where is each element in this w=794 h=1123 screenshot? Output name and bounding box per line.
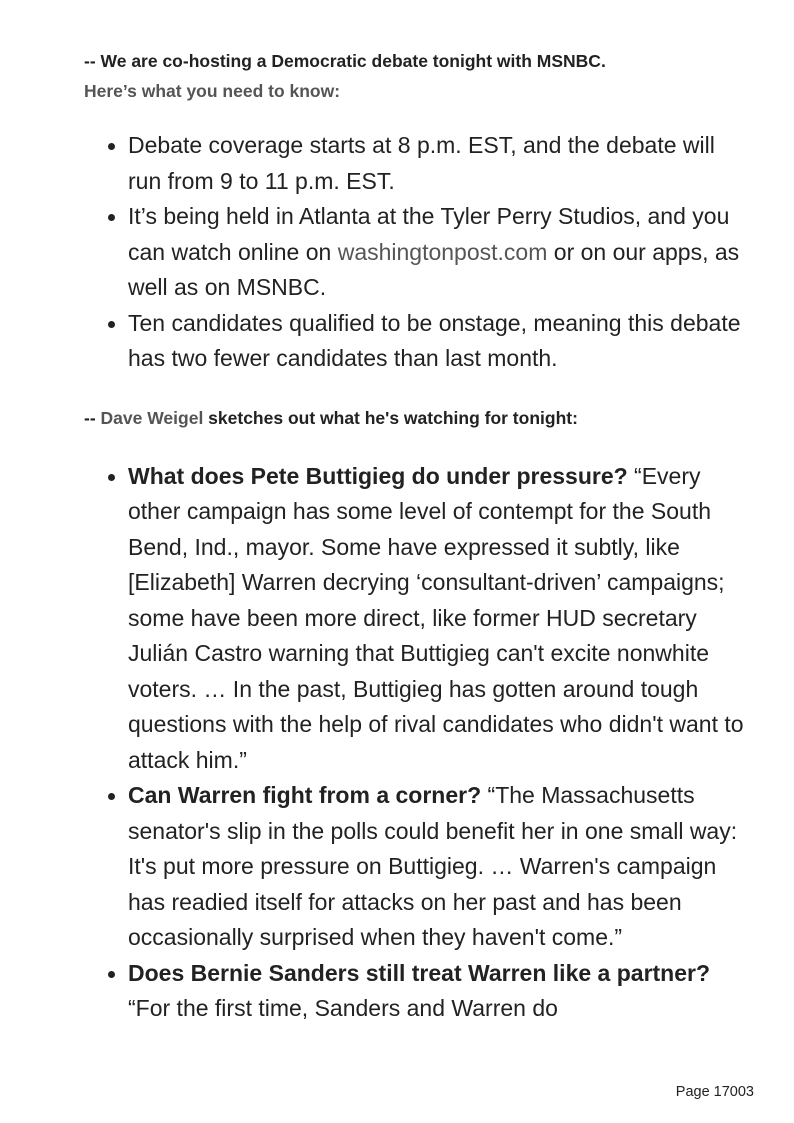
intro-line: -- We are co-hosting a Democratic debate tonight with MSNBC.	[84, 51, 606, 71]
dave-weigel-link[interactable]: Dave Weigel	[100, 407, 204, 428]
intro-subline: Here’s what you need to know:	[84, 81, 341, 101]
weigel-intro	[84, 403, 744, 433]
weigel-prefix: --	[84, 407, 101, 428]
need-to-know-list	[84, 128, 744, 377]
questions-list	[84, 459, 744, 1027]
list-item	[128, 778, 744, 956]
list-item-text: It’s being held in Atlanta at the Tyler Perry Studios, and you can watch online on	[128, 203, 730, 265]
question-text: “For the first time, Sanders and Warren do	[128, 995, 558, 1021]
list-item	[128, 956, 744, 1027]
list-item-text: Debate coverage starts at 8 p.m. EST, and the debate will run from 9 to 11 p.m. EST.	[128, 132, 715, 194]
washingtonpost-link[interactable]: washingtonpost.com	[337, 238, 548, 265]
document-page	[84, 46, 744, 1027]
question-text: “Every other campaign has some level of contempt for the South Bend, Ind., mayor. Some have expressed it subtly, like [Elizabeth] Warren decrying ‘consultant-driven’ campaigns; some have been more direct, like former HUD secretary Julián Castro warning that Buttigieg can't excite nonwhite voters. … In the past, Buttigieg has gotten around tough questions with the help of rival candidates who didn't want to attack him.”	[128, 462, 744, 773]
list-item	[128, 199, 744, 306]
list-item-text: Ten candidates qualified to be onstage, meaning this debate has two fewer candidates than last month.	[128, 309, 741, 371]
page-number: Page 17003	[675, 1084, 754, 1100]
list-item	[128, 306, 744, 377]
list-item-text: or on our apps, as well as on MSNBC.	[128, 238, 740, 300]
question-heading: Does Bernie Sanders still treat Warren like a partner?	[128, 959, 711, 986]
question-text: “The Massachusetts senator's slip in the polls could benefit her in one small way: It's put more pressure on Buttigieg. … Warren's campaign has readied itself for attacks on her past and has been occasionally surprised when they haven't come.”	[128, 782, 738, 950]
question-heading: Can Warren fight from a corner?	[128, 782, 482, 808]
list-item	[128, 459, 744, 779]
list-item	[128, 128, 744, 199]
question-heading: What does Pete Buttigieg do under pressure?	[128, 462, 628, 489]
weigel-rest: sketches out what he's watching for tonight:	[203, 407, 578, 428]
